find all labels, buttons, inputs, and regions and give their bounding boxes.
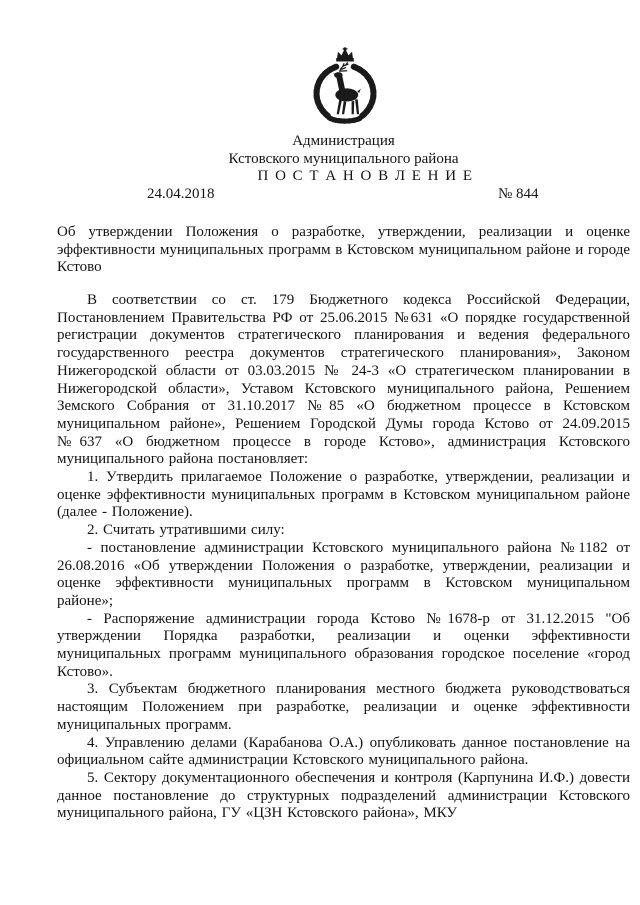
document-title: Об утверждении Положения о разработке, утверждении, реализации и оценке эффективности муниципальных программ в Кстовском муниципальном районе и городе Кстово — [57, 224, 630, 276]
paragraph-subitem-resolution-1182: - постановление администрации Кстовского муниципального района №1182 от 26.08.2016 «Об утверждении Положения о разработке, утверждении, реализации и оценке эффективности муниципальных программ в Кстовском муниципальном районе»; — [57, 539, 630, 609]
document-body — [57, 292, 630, 823]
paragraph-item-1: 1. Утвердить прилагаемое Положение о разработке, утверждении, реализации и оценке эффективности муниципальных программ в Кстовском муниципальном районе (далее - Положение). — [57, 469, 630, 521]
document-type-heading: П О С Т А Н О В Л Е Н И Е — [257, 168, 474, 184]
paragraph-item-5: 5. Сектору документационного обеспечения и контроля (Карпунина И.Ф.) довести данное постановление до структурных подразделений администрации Кстовского муниципального района, ГУ «ЦЗН Кстовского района», МКУ — [57, 769, 630, 822]
paragraph-subitem-order-1678: - Распоряжение администрации города Кстово №1678-р от 31.12.2015 "Об утверждении Порядка разработки, реализации и оценки эффективности муниципальных программ муниципального образования городское поселение «город Кстово». — [57, 610, 630, 680]
letterhead — [57, 133, 630, 203]
org-name-line2: Кстовского муниципального района — [228, 150, 459, 167]
document-date: 24.04.2018 — [147, 185, 215, 202]
paragraph-item-4: 4. Управлению делами (Карабанова О.А.) опубликовать данное постановление на официальном сайте администрации Кстовского муниципального района. — [57, 734, 630, 769]
deer-emblem-icon — [301, 47, 389, 127]
coat-of-arms-emblem — [301, 47, 389, 127]
paragraph-item-2: 2. Считать утратившими силу: — [87, 522, 285, 539]
paragraph-item-3: 3. Субъектам бюджетного планирования местного бюджета руководствоваться настоящим Положением при разработке, реализации и оценке эффективности муниципальных программ. — [57, 681, 630, 733]
org-name-line1: Администрация — [292, 133, 395, 149]
document-number: № 844 — [498, 185, 539, 202]
paragraph-preamble: В соответствии со ст. 179 Бюджетного кодекса Российской Федерации, Постановлением Правительства РФ от 25.06.2015 №631 «О порядке государственной регистрации документов стратегического планирования и ведения федерального государственного реестра документов стратегического планирования», Законом Нижегородской области от 03.03.2015 № 24-3 «О стратегическом планировании в Нижегородской области», Уставом Кстовского муниципального района, Решением Земского Собрания от 31.10.2017 №85 «О бюджетном процессе в Кстовском муниципальном районе», Решением Городской Думы города Кстово от 24.09.2015 №637 «О бюджетном процессе в городе Кстово», администрация Кстовского муниципального района постановляет: — [57, 292, 630, 468]
date-number-row — [57, 186, 630, 204]
